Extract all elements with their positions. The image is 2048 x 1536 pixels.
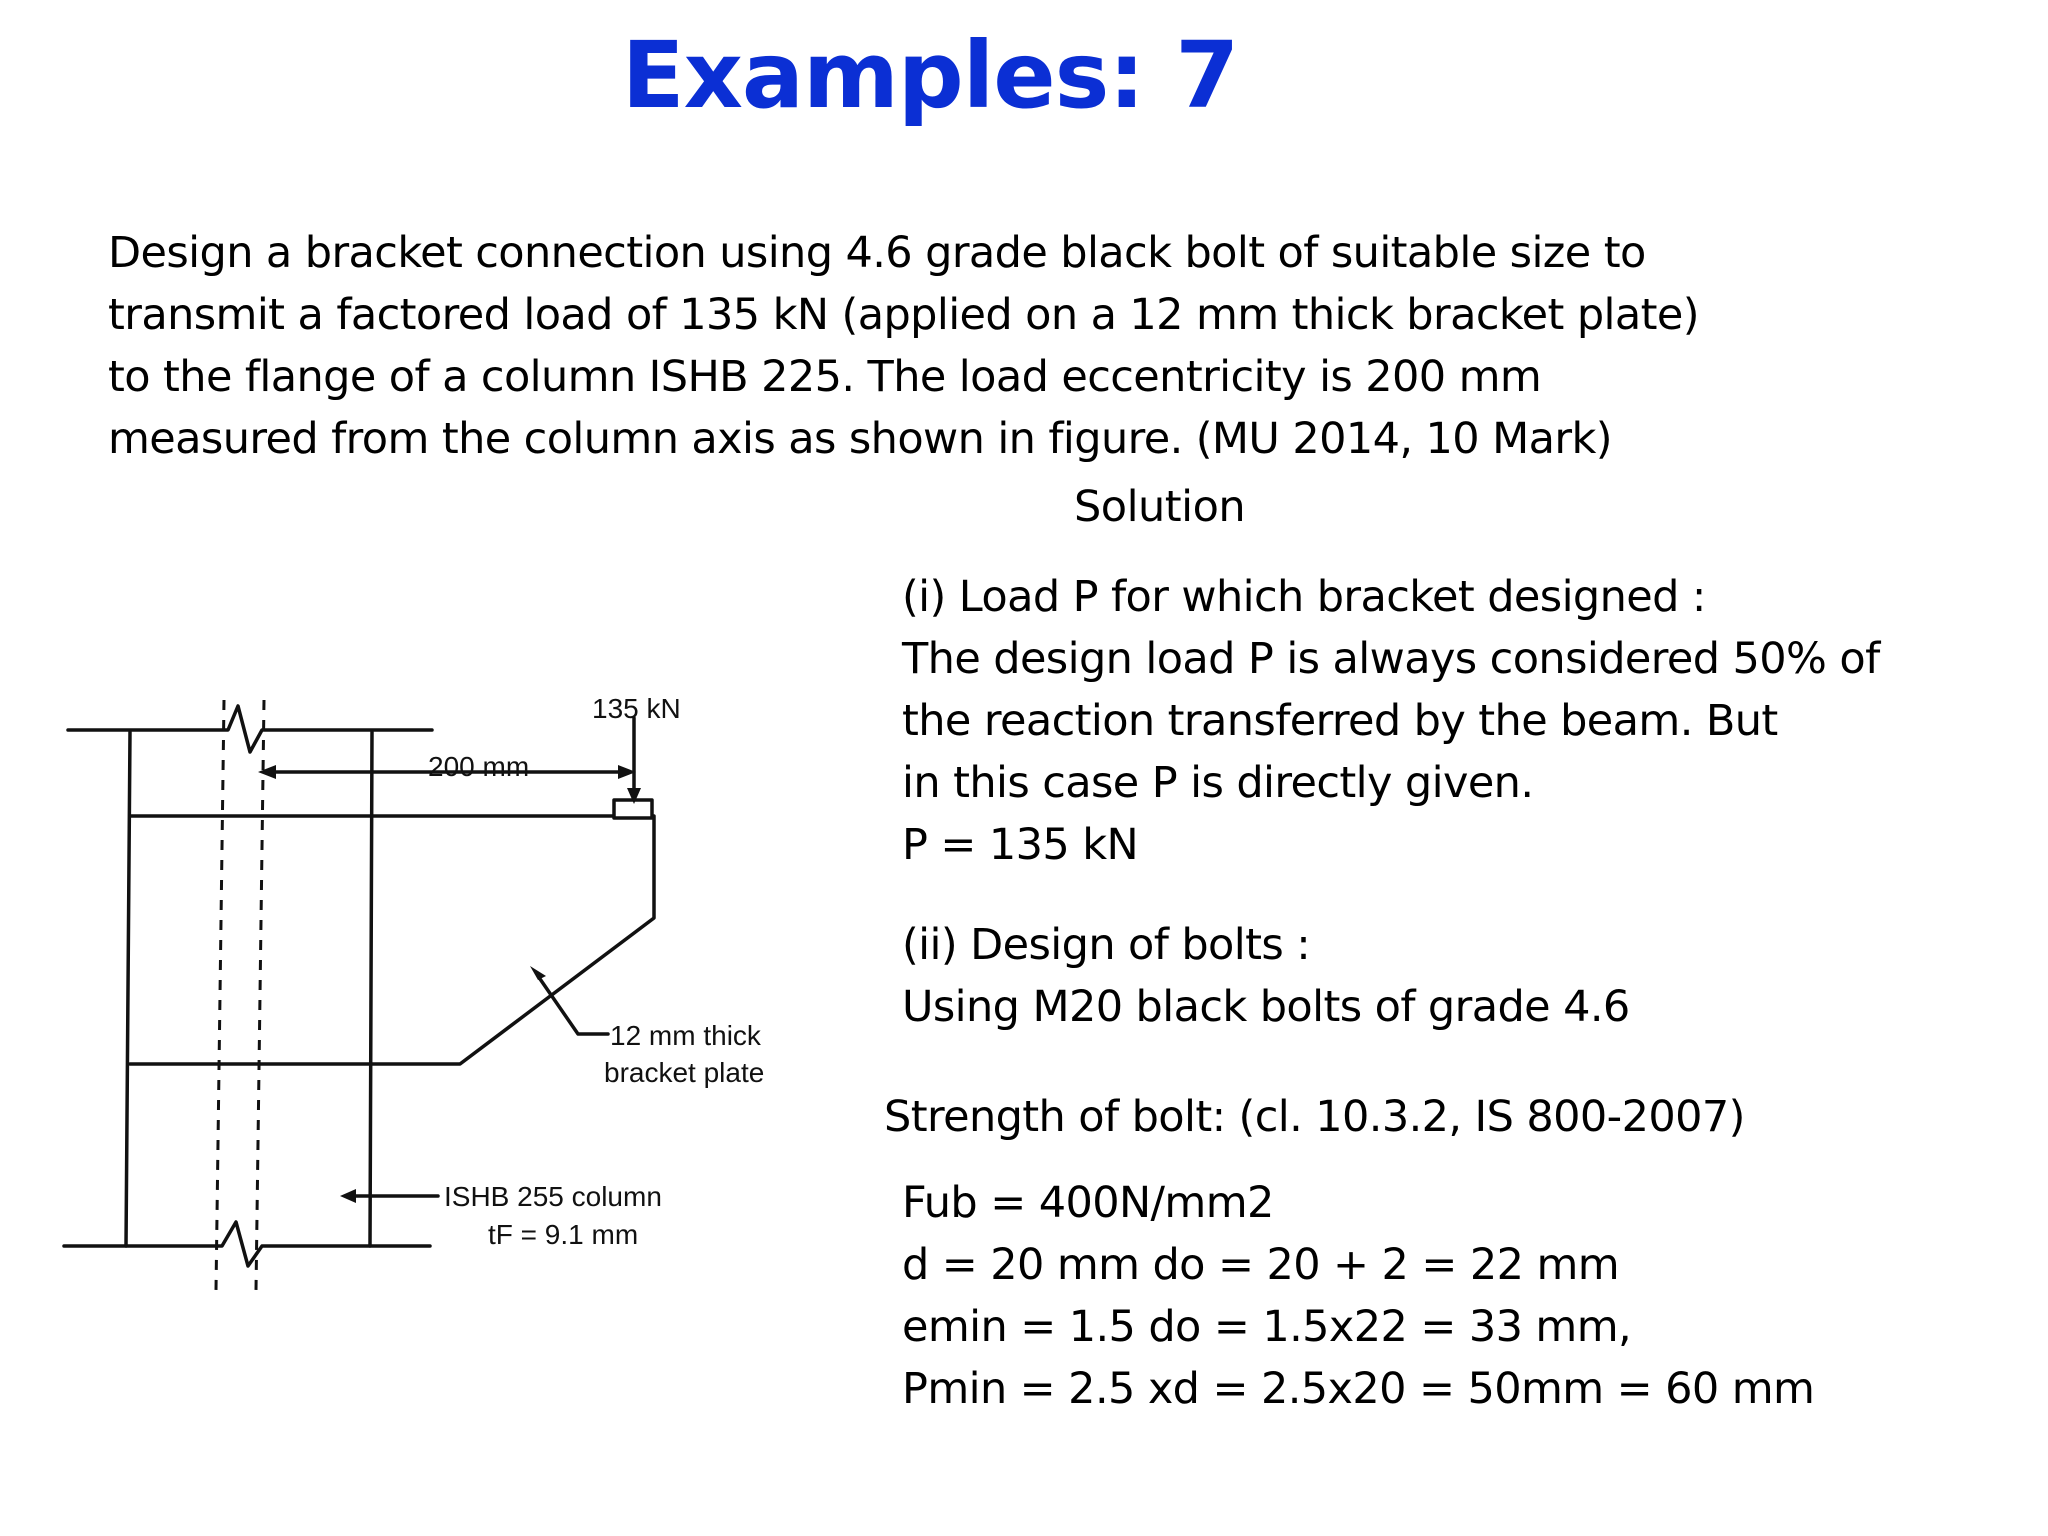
column-axis-line-right	[256, 700, 264, 1290]
load-bearing-block	[614, 800, 652, 818]
load-line: in this case P is directly given.	[902, 758, 1534, 808]
plate-label-line-1: 12 mm thick	[610, 1020, 761, 1051]
column-right-edge	[370, 732, 372, 1246]
load-label: 135 kN	[592, 693, 681, 724]
load-line: the reaction transferred by the beam. But	[902, 696, 1778, 746]
problem-line: Design a bracket connection using 4.6 grade black bolt of suitable size to	[108, 228, 1646, 278]
problem-line: to the flange of a column ISHB 225. The load eccentricity is 200 mm	[108, 352, 1542, 402]
bolts-line: Using M20 black bolts of grade 4.6	[902, 982, 1630, 1032]
strength-line: Pmin = 2.5 xd = 2.5x20 = 50mm = 60 mm	[902, 1364, 1815, 1414]
problem-line: measured from the column axis as shown in figure. (MU 2014, 10 Mark)	[108, 414, 1612, 464]
top-break-line	[68, 706, 432, 752]
column-label-line-2: tF = 9.1 mm	[488, 1219, 639, 1250]
plate-leader	[538, 976, 608, 1034]
column-left-edge	[126, 732, 130, 1246]
load-line: P = 135 kN	[902, 820, 1139, 870]
load-line: The design load P is always considered 50% of	[902, 634, 1880, 684]
eccentricity-label: 200 mm	[428, 751, 530, 782]
column-label-line-1: ISHB 255 column	[444, 1181, 662, 1212]
strength-line: d = 20 mm do = 20 + 2 = 22 mm	[902, 1240, 1620, 1290]
strength-heading: Strength of bolt: (cl. 10.3.2, IS 800-2007)	[884, 1092, 1745, 1142]
solution-heading: Solution	[1074, 482, 1246, 532]
bottom-break-line	[64, 1222, 430, 1266]
bracket-plate-outline	[130, 816, 654, 1064]
strength-line: emin = 1.5 do = 1.5x22 = 33 mm,	[902, 1302, 1632, 1352]
slide-title: Examples: 7	[621, 22, 1239, 129]
dimension-arrowhead-left	[258, 765, 276, 779]
bolts-heading: (ii) Design of bolts :	[902, 920, 1311, 970]
column-leader-arrowhead	[340, 1189, 356, 1203]
load-heading: (i) Load P for which bracket designed :	[902, 572, 1706, 622]
plate-label-line-2: bracket plate	[604, 1057, 765, 1088]
problem-line: transmit a factored load of 135 kN (applied on a 12 mm thick bracket plate)	[108, 290, 1699, 340]
strength-line: Fub = 400N/mm2	[902, 1178, 1274, 1228]
column-axis-line-left	[216, 700, 224, 1290]
plate-leader-arrowhead	[530, 966, 546, 980]
